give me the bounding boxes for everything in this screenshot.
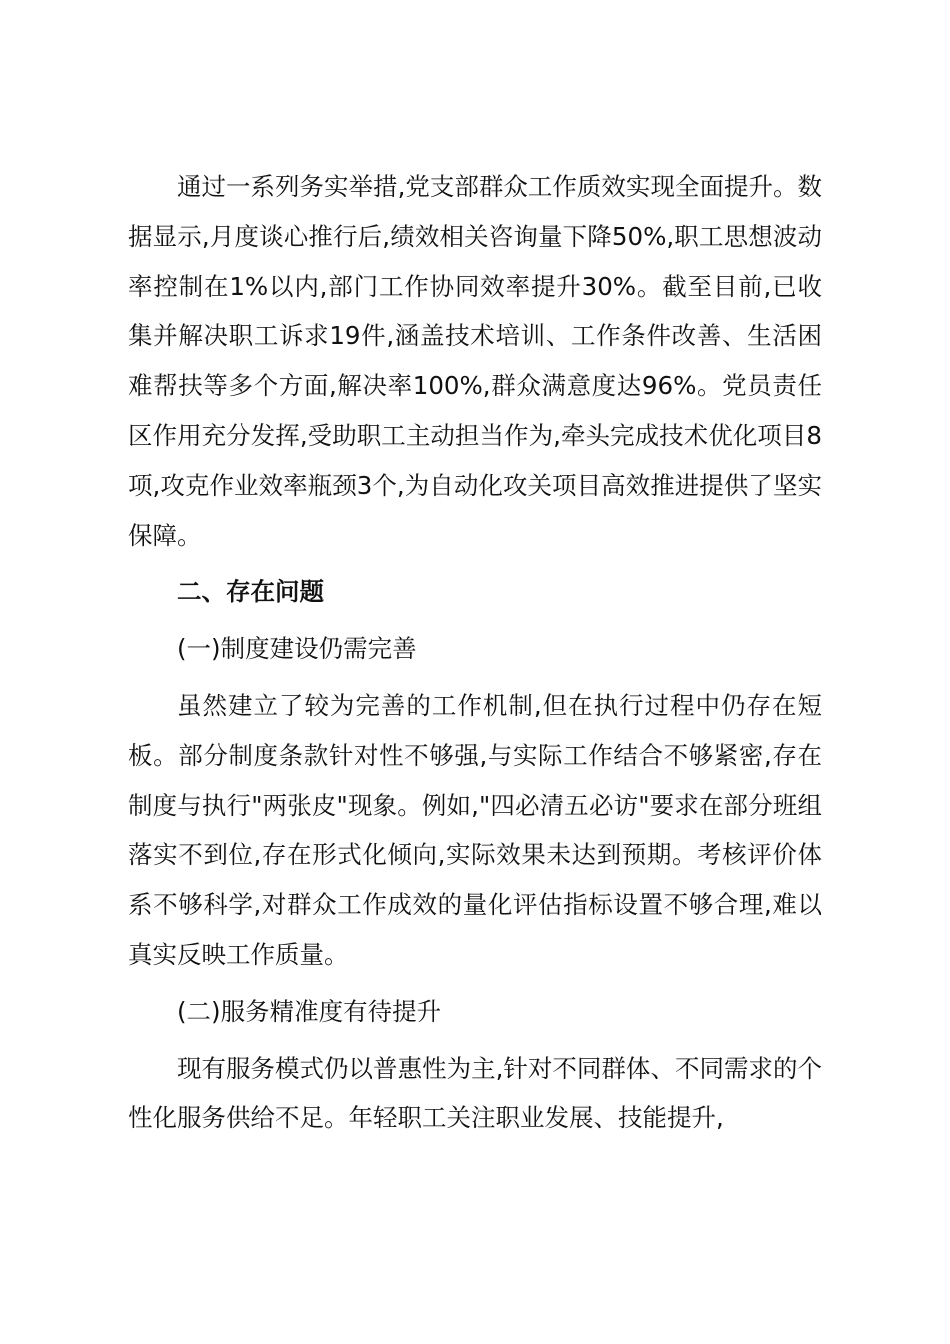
subsection-1-paragraph: 虽然建立了较为完善的工作机制,但在执行过程中仍存在短板。部分制度条款针对性不够强,与实际工作结合不够紧密,存在制度与执行"两张皮"现象。例如,"四必清五必访"要求在部分班组落实不到位,存在形式化倾向,实际效果未达到预期。考核评价体系不够科学,对群众工作成效的量化评估指标设置不够合理,难以真实反映工作质量。 [128, 690, 822, 969]
results-paragraph: 通过一系列务实举措,党支部群众工作质效实现全面提升。数据显示,月度谈心推行后,绩效相关咨询量下降50%,职工思想波动率控制在1%以内,部门工作协同效率提升30%。截至目前,已收集并解决职工诉求19件,涵盖技术培训、工作条件改善、生活困难帮扶等多个方面,解决率100%,群众满意度达96%。党员责任区作用充分发挥,受助职工主动担当作为,牵头完成技术优化项目8项,攻克作业效率瓶颈3个,为自动化攻关项目高效推进提供了坚实保障。 [128, 172, 822, 550]
subsection-heading-2: (二)服务精准度有待提升 [177, 996, 442, 1026]
document-page [128, 162, 822, 1150]
section-heading: 二、存在问题 [177, 577, 324, 607]
subsection-2-paragraph: 现有服务模式仍以普惠性为主,针对不同群体、不同需求的个性化服务供给不足。年轻职工关注职业发展、技能提升, [128, 1053, 822, 1133]
subsection-heading-1: (一)制度建设仍需完善 [177, 634, 417, 664]
